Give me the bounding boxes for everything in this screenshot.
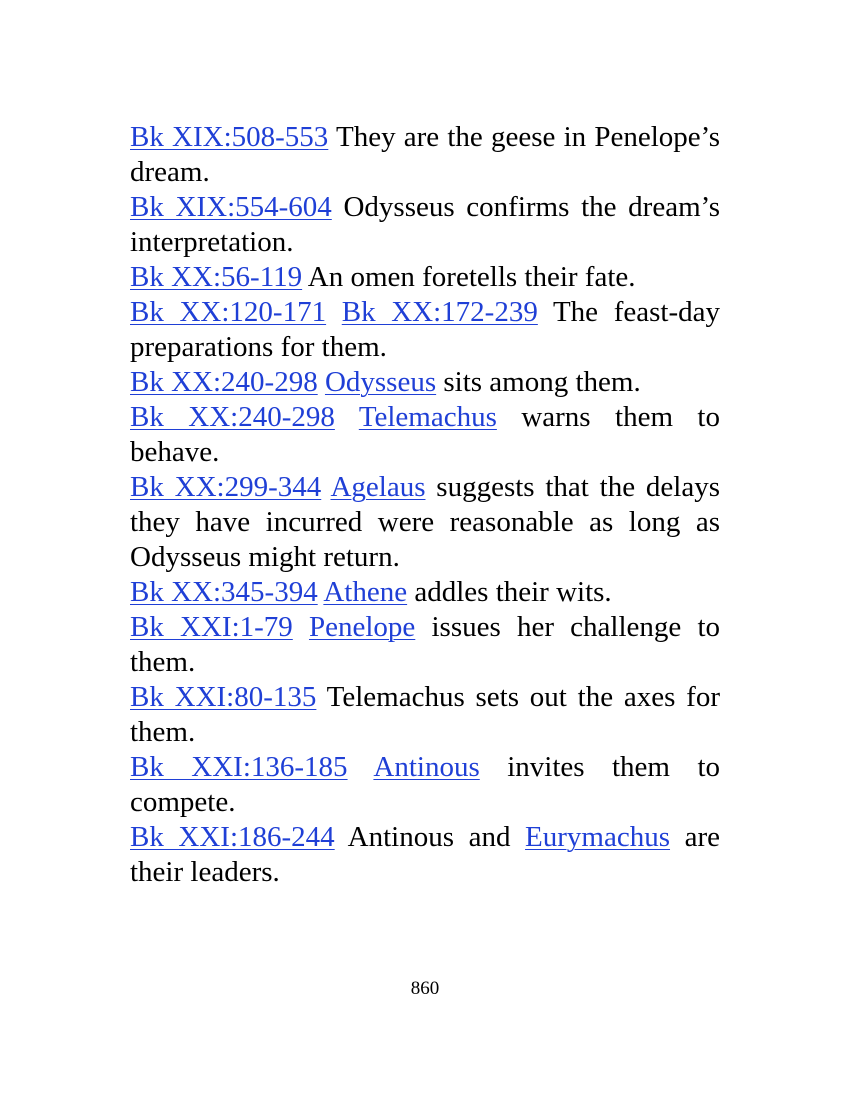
entry-text: invites them to compete.: [130, 751, 720, 818]
entry-text: Odysseus confirms the dream’s interpretation.: [130, 191, 720, 258]
entry-text: [326, 296, 342, 328]
book-link[interactable]: Bk XXI:80-135: [130, 681, 317, 713]
entry-7: [130, 470, 720, 575]
entry-6: [130, 400, 720, 470]
entry-text: [348, 751, 374, 783]
book-link[interactable]: Bk XXI:186-244: [130, 821, 335, 853]
book-link[interactable]: Bk XX:120-171: [130, 296, 327, 328]
character-link-eurymachus[interactable]: Eurymachus: [525, 821, 671, 853]
book-link[interactable]: Bk XX:56-119: [130, 261, 303, 293]
character-link-telemachus[interactable]: Telemachus: [358, 401, 497, 433]
page-number: 860: [410, 978, 440, 999]
entry-text: addles their wits.: [407, 576, 612, 608]
entry-8: [130, 575, 720, 610]
entry-text: issues her challenge to them.: [130, 611, 720, 678]
entry-1: [130, 120, 720, 190]
entry-10: [130, 680, 720, 750]
entry-11: [130, 750, 720, 820]
entry-text: [293, 611, 309, 643]
entry-text: sits among them.: [436, 366, 641, 398]
character-link-antinous[interactable]: Antinous: [373, 751, 480, 783]
page-body: [130, 120, 720, 890]
entry-text: suggests that the delays they have incurred were reasonable as long as Odysseus might return.: [130, 471, 720, 573]
character-link-penelope[interactable]: Penelope: [308, 611, 416, 643]
entry-text: [318, 366, 325, 398]
entry-3: [130, 260, 720, 295]
book-link[interactable]: Bk XX:299-344: [130, 471, 322, 503]
entry-text: An omen foretells their fate.: [302, 261, 636, 293]
character-link-odysseus[interactable]: Odysseus: [324, 366, 437, 398]
character-link-athene[interactable]: Athene: [323, 576, 408, 608]
book-link[interactable]: Bk XXI:136-185: [130, 751, 348, 783]
entry-text: They are the geese in Penelope’s dream.: [130, 121, 720, 188]
entry-text: The feast-day preparations for them.: [130, 296, 720, 363]
book-link[interactable]: Bk XX:240-298: [130, 401, 335, 433]
book-link[interactable]: Bk XX:172-239: [341, 296, 538, 328]
entry-text: are their leaders.: [130, 821, 720, 888]
entry-5: [130, 365, 720, 400]
book-link[interactable]: Bk XIX:554-604: [130, 191, 332, 223]
character-link-agelaus[interactable]: Agelaus: [330, 471, 426, 503]
book-link[interactable]: Bk XXI:1-79: [130, 611, 293, 643]
entry-text: Telemachus sets out the axes for them.: [130, 681, 720, 748]
book-link[interactable]: Bk XX:345-394: [130, 576, 318, 608]
book-link[interactable]: Bk XIX:508-553: [130, 121, 329, 153]
entry-text: warns them to behave.: [130, 401, 720, 468]
entry-2: [130, 190, 720, 260]
book-link[interactable]: Bk XX:240-298: [130, 366, 318, 398]
entry-12: [130, 820, 720, 890]
entry-4: [130, 295, 720, 365]
entry-9: [130, 610, 720, 680]
entry-text: Antinous and: [334, 821, 526, 853]
entry-text: [335, 401, 359, 433]
